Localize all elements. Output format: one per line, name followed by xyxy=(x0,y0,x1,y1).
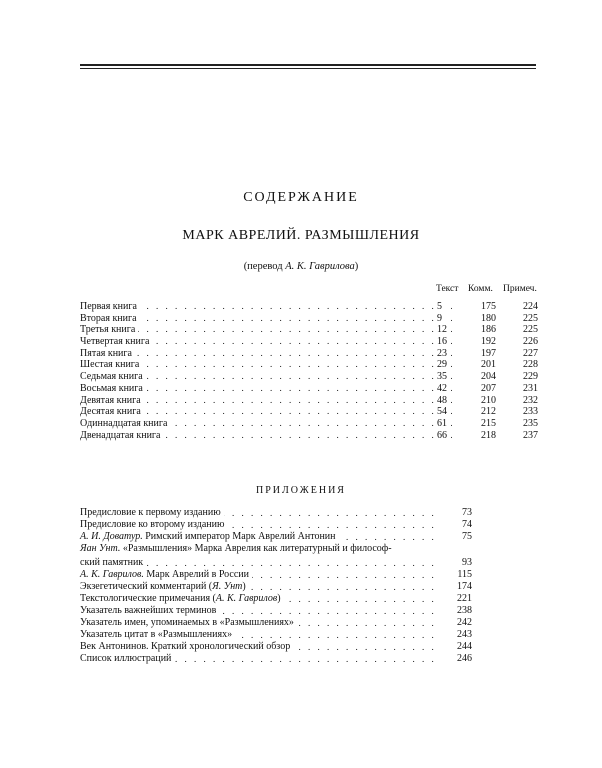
notes-page: 229 xyxy=(510,371,538,383)
appendix-label xyxy=(80,605,219,616)
appendix-label xyxy=(80,581,249,592)
appendix-list xyxy=(80,507,540,665)
notes-page: 228 xyxy=(510,359,538,371)
appendix-label xyxy=(80,653,174,664)
comm-page: 204 xyxy=(468,371,496,383)
notes-page: 237 xyxy=(510,430,538,442)
column-header-notes: Примеч. xyxy=(503,284,537,294)
book-label: Десятая книга xyxy=(80,406,144,417)
book-entry xyxy=(80,383,540,395)
appendix-after: ) xyxy=(242,581,246,592)
top-rule-thin xyxy=(80,68,536,69)
top-rule xyxy=(80,64,536,66)
appendix-heading: ПРИЛОЖЕНИЯ xyxy=(256,485,346,496)
dot-leader xyxy=(80,324,485,336)
text-page: 5 xyxy=(437,301,442,312)
appendix-page: 243 xyxy=(442,629,472,641)
appendix-title: Список иллюстраций xyxy=(80,653,172,664)
text-page: 9 xyxy=(437,312,442,324)
appendix-author: А. К. Гаврилов. xyxy=(80,569,144,580)
appendix-editor: Я. Унт xyxy=(212,581,243,592)
comm-page: 201 xyxy=(468,359,496,371)
book-label: Третья книга xyxy=(80,324,138,335)
appendix-page: 244 xyxy=(442,641,472,653)
dot-leader xyxy=(80,301,485,313)
book-entry xyxy=(80,406,540,418)
appendix-label xyxy=(80,507,224,518)
comm-page: 192 xyxy=(468,336,496,348)
notes-page: 226 xyxy=(510,336,538,348)
book-label: Одиннадцатая книга xyxy=(80,418,170,429)
text-page: 54 xyxy=(437,406,447,418)
appendix-title: Указатель цитат в «Размышлениях» xyxy=(80,629,233,640)
appendix-label xyxy=(80,617,297,628)
appendix-entry xyxy=(80,593,540,605)
comm-page: 175 xyxy=(468,301,496,313)
text-page: 23 xyxy=(437,347,447,359)
column-header-text: Текст xyxy=(436,284,459,294)
book-label: Двенадцатая книга xyxy=(80,430,163,441)
book-label: Девятая книга xyxy=(80,395,144,406)
appendix-page: 115 xyxy=(442,569,472,581)
translator-note xyxy=(0,261,602,272)
book-label: Вторая книга xyxy=(80,313,140,324)
comm-page: 186 xyxy=(468,324,496,336)
appendix-page: 73 xyxy=(442,507,472,519)
appendix-title: Экзегетический комментарий ( xyxy=(80,581,213,592)
book-entry xyxy=(80,395,540,407)
appendix-entry xyxy=(80,519,540,531)
book-entry xyxy=(80,301,540,313)
dot-leader xyxy=(80,348,485,360)
book-entry xyxy=(80,359,540,371)
appendix-label xyxy=(80,569,252,580)
books-list xyxy=(80,301,540,441)
appendix-entry xyxy=(80,617,540,629)
notes-page: 225 xyxy=(510,324,538,336)
text-page: 66 xyxy=(437,429,447,441)
notes-page: 233 xyxy=(510,406,538,418)
text-page: 35 xyxy=(437,371,447,383)
notes-page: 227 xyxy=(510,348,538,360)
book-label: Шестая книга xyxy=(80,359,142,370)
text-page: 48 xyxy=(437,394,447,406)
text-page: 29 xyxy=(437,359,447,371)
appendix-title: Марк Аврелий в России xyxy=(143,569,249,580)
appendix-label xyxy=(80,641,293,652)
text-page: 12 xyxy=(437,324,447,336)
appendix-page: 242 xyxy=(442,617,472,629)
text-page: 61 xyxy=(437,417,447,429)
book-entry xyxy=(80,324,540,336)
appendix-entry xyxy=(80,605,540,617)
notes-page: 232 xyxy=(510,395,538,407)
appendix-after: ) xyxy=(277,593,281,604)
text-page: 16 xyxy=(437,336,447,348)
comm-page: 197 xyxy=(468,348,496,360)
appendix-entry xyxy=(80,531,540,543)
appendix-page: 246 xyxy=(442,653,472,665)
book-label: Первая книга xyxy=(80,301,140,312)
appendix-entry xyxy=(80,507,540,519)
appendix-label xyxy=(80,543,395,554)
book-entry xyxy=(80,336,540,348)
book-entry xyxy=(80,430,540,442)
appendix-page: 93 xyxy=(442,557,472,569)
appendix-title: Предисловие ко второму изданию xyxy=(80,519,225,530)
appendix-title: «Размышления» Марка Аврелия как литературный и философ- xyxy=(120,543,392,554)
comm-page: 215 xyxy=(468,418,496,430)
appendix-entry xyxy=(80,653,540,665)
appendix-author: Яан Унт. xyxy=(80,543,121,554)
text-page: 42 xyxy=(437,382,447,394)
notes-page: 231 xyxy=(510,383,538,395)
appendix-title: Текстологические примечания ( xyxy=(80,593,216,604)
comm-page: 207 xyxy=(468,383,496,395)
appendix-entry xyxy=(80,581,540,593)
appendix-title: Предисловие к первому изданию xyxy=(80,507,221,518)
dot-leader xyxy=(80,313,485,325)
appendix-entry xyxy=(80,569,540,581)
appendix-entry xyxy=(80,543,540,557)
book-entry xyxy=(80,348,540,360)
translator-prefix: (перевод xyxy=(243,261,286,272)
book-entry xyxy=(80,371,540,383)
appendix-label xyxy=(80,557,146,568)
appendix-title: Век Антонинов. Краткий хронологический обзор xyxy=(80,641,291,652)
book-label: Седьмая книга xyxy=(80,371,146,382)
appendix-page: 221 xyxy=(442,593,472,605)
appendix-title: Римский император Марк Аврелий Антонин xyxy=(142,531,336,542)
comm-page: 212 xyxy=(468,406,496,418)
appendix-page: 174 xyxy=(442,581,472,593)
book-label: Четвертая книга xyxy=(80,336,152,347)
appendix-entry xyxy=(80,557,540,569)
appendix-page: 238 xyxy=(442,605,472,617)
comm-page: 210 xyxy=(468,395,496,407)
book-entry xyxy=(80,418,540,430)
book-label: Пятая книга xyxy=(80,348,135,359)
notes-page: 225 xyxy=(510,313,538,325)
book-label: Восьмая книга xyxy=(80,383,146,394)
appendix-editor: А. К. Гаврилов xyxy=(215,593,278,604)
page-title: СОДЕРЖАНИЕ xyxy=(243,190,359,205)
comm-page: 218 xyxy=(468,430,496,442)
notes-page: 235 xyxy=(510,418,538,430)
book-entry xyxy=(80,313,540,325)
comm-page: 180 xyxy=(468,313,496,325)
appendix-title: Указатель имен, упоминаемых в «Размышлениях» xyxy=(80,617,294,628)
column-header-comm: Комм. xyxy=(468,284,493,294)
appendix-page: 74 xyxy=(442,519,472,531)
appendix-author: А. И. Доватур. xyxy=(80,531,143,542)
appendix-title: ский памятник xyxy=(80,557,144,568)
appendix-entry xyxy=(80,629,540,641)
appendix-label xyxy=(80,593,284,604)
appendix-label xyxy=(80,519,227,530)
translator-suffix: ) xyxy=(354,261,359,272)
notes-page: 224 xyxy=(510,301,538,313)
appendix-label xyxy=(80,629,235,640)
translator-name: А. К. Гаврилова xyxy=(285,261,355,272)
appendix-page: 75 xyxy=(442,531,472,543)
appendix-entry xyxy=(80,641,540,653)
work-title: МАРК АВРЕЛИЙ. РАЗМЫШЛЕНИЯ xyxy=(182,228,420,243)
appendix-title: Указатель важнейших терминов xyxy=(80,605,217,616)
appendix-label xyxy=(80,531,339,542)
